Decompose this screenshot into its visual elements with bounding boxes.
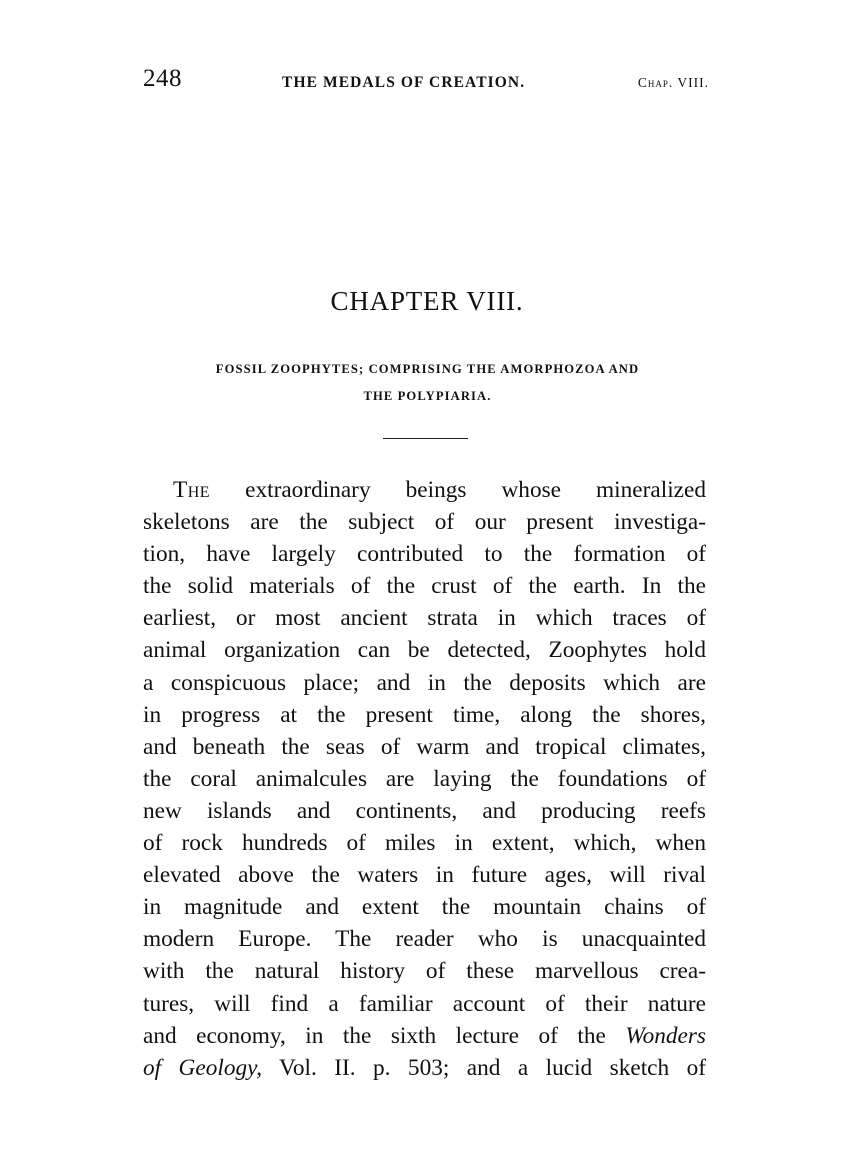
text-run: extraordinary beings whose mineralized bbox=[245, 477, 707, 503]
text-line: with the natural history of these marvellous crea- bbox=[143, 958, 706, 985]
book-title-italic: Wonders bbox=[625, 1022, 706, 1049]
chapter-title: CHAPTER VIII. bbox=[330, 286, 524, 316]
text-run: Vol. II. p. 503; and a lucid sketch of bbox=[279, 1054, 706, 1081]
text-line: modern Europe. The reader who is unacquainted bbox=[143, 926, 706, 953]
text-line: a conspicuous place; and in the deposits which are bbox=[143, 669, 706, 696]
first-word-small-caps: The bbox=[173, 477, 211, 503]
text-line: and beneath the seas of warm and tropical climates, bbox=[143, 733, 706, 760]
text-line: skeletons are the subject of our present investiga- bbox=[143, 509, 706, 536]
running-head bbox=[143, 64, 713, 98]
page-number: 248 bbox=[143, 65, 182, 92]
text-line: earliest, or most ancient strata in which traces of bbox=[143, 605, 706, 632]
text-line: of rock hundreds of miles in extent, which, when bbox=[143, 830, 706, 857]
text-line: the coral animalcules are laying the foundations of bbox=[143, 765, 706, 792]
text-line: tures, will find a familiar account of their nature bbox=[143, 990, 706, 1017]
text-line bbox=[143, 474, 706, 506]
divider-rule bbox=[383, 438, 468, 439]
text-run: and economy, in the sixth lecture of the bbox=[143, 1022, 606, 1049]
text-line: new islands and continents, and producing reefs bbox=[143, 797, 706, 824]
text-line bbox=[143, 1020, 706, 1052]
running-title: THE MEDALS OF CREATION. bbox=[282, 74, 526, 91]
text-line: in magnitude and extent the mountain chains of bbox=[143, 894, 706, 921]
text-line bbox=[143, 1052, 706, 1084]
text-line: elevated above the waters in future ages, will rival bbox=[143, 862, 706, 889]
chapter-subtitle bbox=[155, 356, 700, 410]
book-title-italic: of Geology, bbox=[143, 1054, 263, 1081]
chapter-subtitle-line-2: THE POLYPIARIA. bbox=[363, 389, 492, 403]
text-line: animal organization can be detected, Zoophytes hold bbox=[143, 637, 706, 664]
chapter-subtitle-line-1: FOSSIL ZOOPHYTES; COMPRISING THE AMORPHOZOA AND bbox=[215, 362, 640, 376]
text-line: in progress at the present time, along the shores, bbox=[143, 701, 706, 728]
text-line: the solid materials of the crust of the earth. In the bbox=[143, 573, 706, 600]
text-line: tion, have largely contributed to the formation of bbox=[143, 541, 706, 568]
running-chapter: Chap. VIII. bbox=[637, 75, 709, 90]
body-paragraph bbox=[143, 474, 706, 1084]
